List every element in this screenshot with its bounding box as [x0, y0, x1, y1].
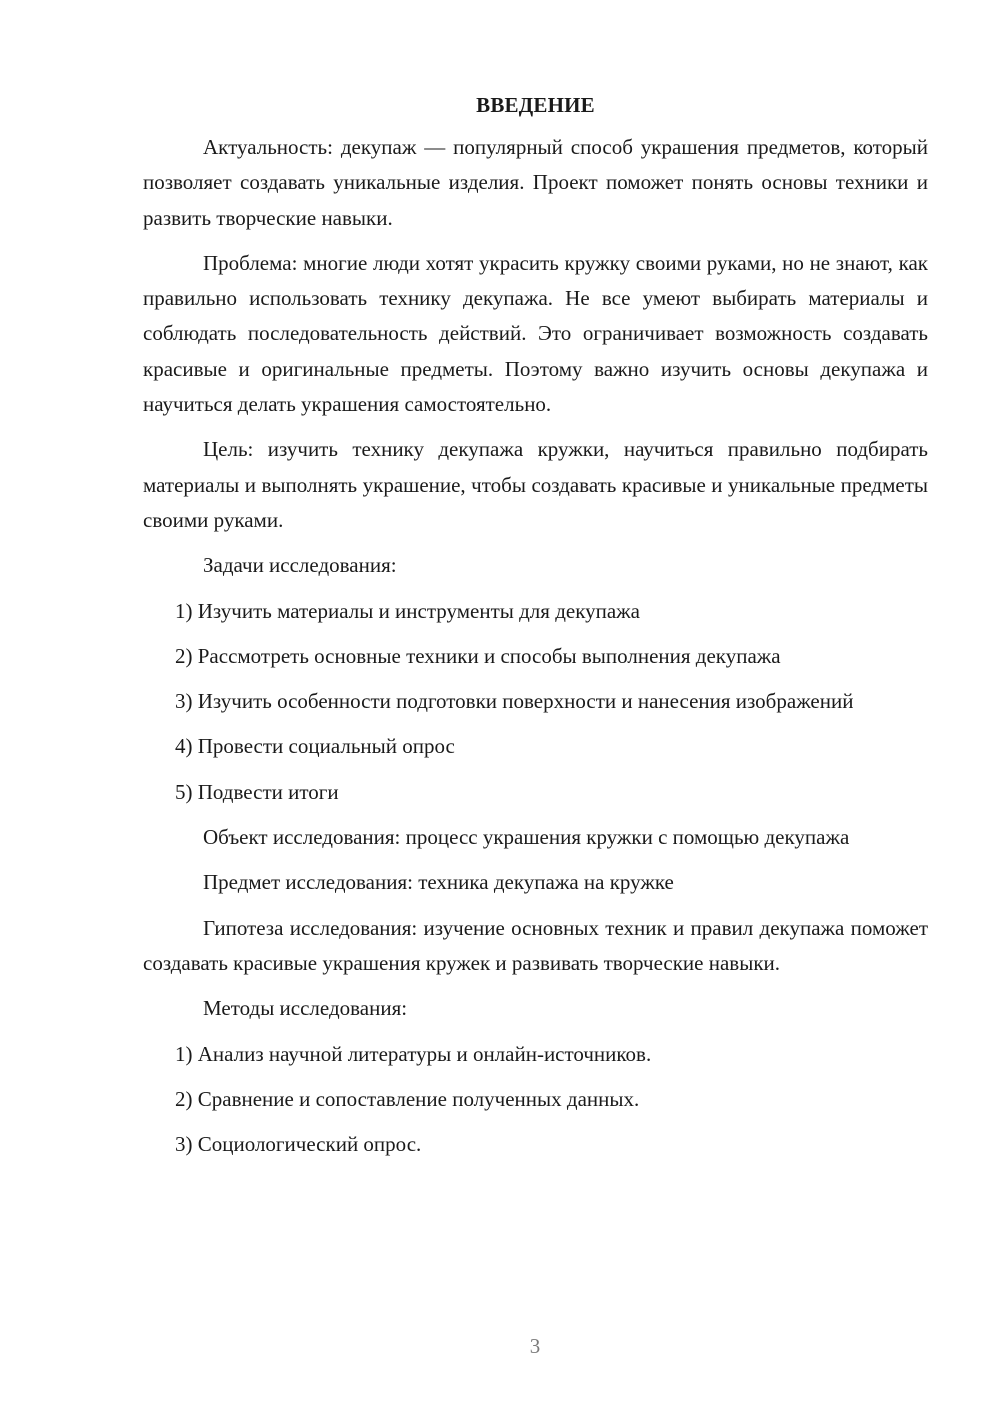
hypothesis-paragraph: Гипотеза исследования: изучение основных техник и правил декупажа поможет создавать красивые украшения кружек и развивать творческие навыки. — [143, 915, 928, 975]
problem-paragraph: Проблема: многие люди хотят украсить кружку своими руками, но не знают, как правильно использовать технику декупажа. Не все умеют выбирать материалы и соблюдать последовательность действий. Это ограничивает возможность создавать красивые и оригинальные предметы. Поэтому важно изучить основы декупажа и научиться делать украшения самостоятельно. — [143, 250, 928, 417]
task-item: 4) Провести социальный опрос — [175, 734, 455, 759]
task-item: 2) Рассмотреть основные техники и способы выполнения декупажа — [175, 643, 781, 668]
relevance-paragraph: Актуальность: декупаж — популярный способ украшения предметов, который позволяет создавать уникальные изделия. Проект поможет понять основы техники и развить творческие навыки. — [143, 135, 928, 230]
page-content — [143, 88, 928, 1172]
method-item: 1) Анализ научной литературы и онлайн-источников. — [175, 1041, 652, 1066]
task-item: 1) Изучить материалы и инструменты для декупажа — [175, 598, 640, 623]
methods-title: Методы исследования: — [203, 996, 408, 1021]
object-paragraph: Объект исследования: процесс украшения кружки с помощью декупажа — [203, 825, 850, 850]
task-item: 3) Изучить особенности подготовки поверхности и нанесения изображений — [175, 689, 854, 714]
goal-paragraph: Цель: изучить технику декупажа кружки, научиться правильно подбирать материалы и выполнять украшение, чтобы создавать красивые и уникальные предметы своими руками. — [143, 437, 928, 532]
method-item: 3) Социологический опрос. — [175, 1132, 422, 1157]
task-item: 5) Подвести итоги — [175, 779, 339, 804]
subject-paragraph: Предмет исследования: техника декупажа на кружке — [203, 870, 674, 895]
method-item: 2) Сравнение и сопоставление полученных данных. — [175, 1086, 640, 1111]
tasks-title: Задачи исследования: — [203, 553, 397, 578]
page-number: 3 — [529, 1334, 541, 1358]
section-heading: ВВЕДЕНИЕ — [476, 93, 595, 117]
